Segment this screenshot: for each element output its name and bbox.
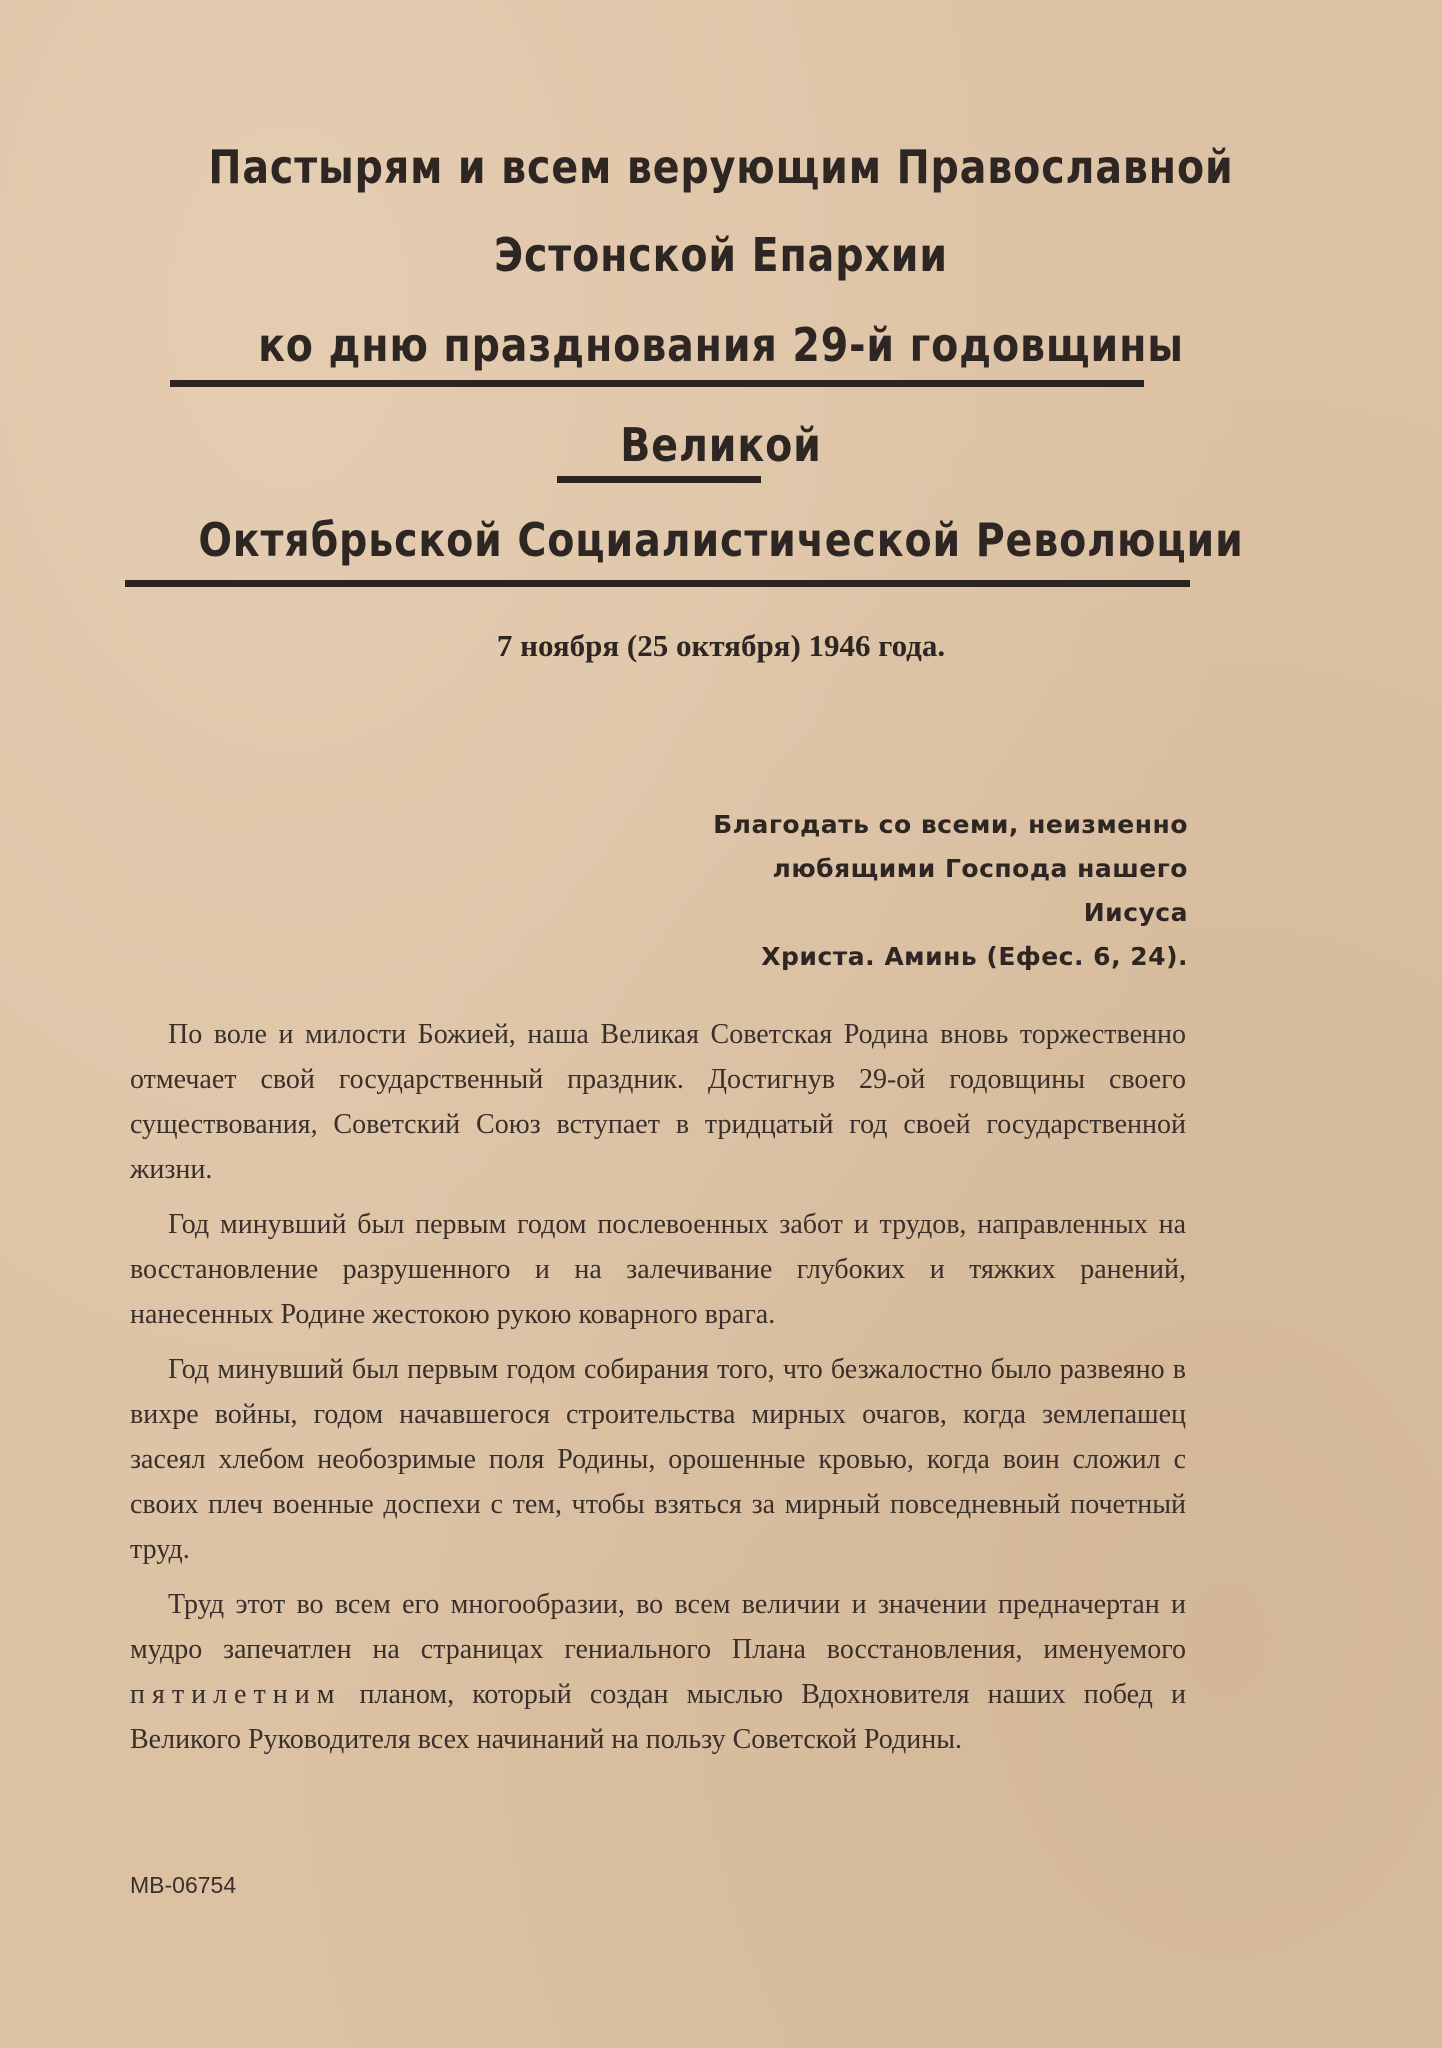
paragraph-4-end: планом, который создан мыслью Вдохновителя наших побед и Великого Руководителя всех начинаний на пользу Советской Родины. [130,1679,1186,1755]
title-line-5: Октябрьской Социалистической Революции [198,513,1244,567]
body-text [130,1012,1186,1772]
epigraph-line-3: Христа. Аминь (Ефес. 6, 24). [761,942,1188,971]
underline-rule-1 [170,380,1144,387]
title-line-1: Пастырям и всем верующим Православной [208,140,1234,194]
paragraph-4 [130,1582,1186,1762]
underline-rule-2 [557,476,761,483]
epigraph-line-2: любящими Господа нашего Иисуса [772,854,1188,927]
paragraph-2: Год минувший был первым годом послевоенных забот и трудов, направленных на восстановление разрушенного и на залечивание глубоких и тяжких ранений, нанесенных Родине жестокою рукою коварного врага. [130,1209,1186,1330]
paragraph-3: Год минувший был первым годом собирания того, что безжалостно было развеяно в вихре войны, годом начавшегося строительства мирных очагов, когда землепашец засеял хлебом необозримые поля Родины, орошенные кровью, когда воин сложил с своих плеч военные доспехи с тем, чтобы взяться за мирный повседневный почетный труд. [130,1354,1186,1565]
epigraph-line-1: Благодать со всеми, неизменно [713,810,1188,839]
title-line-4: Великой [620,418,822,472]
archive-code: MB-06754 [130,1872,237,1898]
document-date: 7 ноября (25 октября) 1946 года. [496,628,946,663]
underline-rule-3 [125,580,1190,587]
title-line-3: ко дню празднования 29-й годовщины [258,318,1184,372]
paragraph-4-spaced-word: пятилетним [130,1679,342,1710]
epigraph [660,803,1188,979]
paragraph-1: По воле и милости Божией, наша Великая Советская Родина вновь торжественно отмечает свой государственный праздник. Достигнув 29-ой годовщины своего существования, Советский Союз вступает в тридцатый год своей государственной жизни. [130,1019,1186,1185]
title-line-2: Эстонской Епархии [494,228,948,282]
paragraph-4-start: Труд этот во всем его многообразии, во всем величии и значении предначертан и мудро запечатлен на страницах гениального Плана восстановления, именуемого [130,1589,1186,1665]
